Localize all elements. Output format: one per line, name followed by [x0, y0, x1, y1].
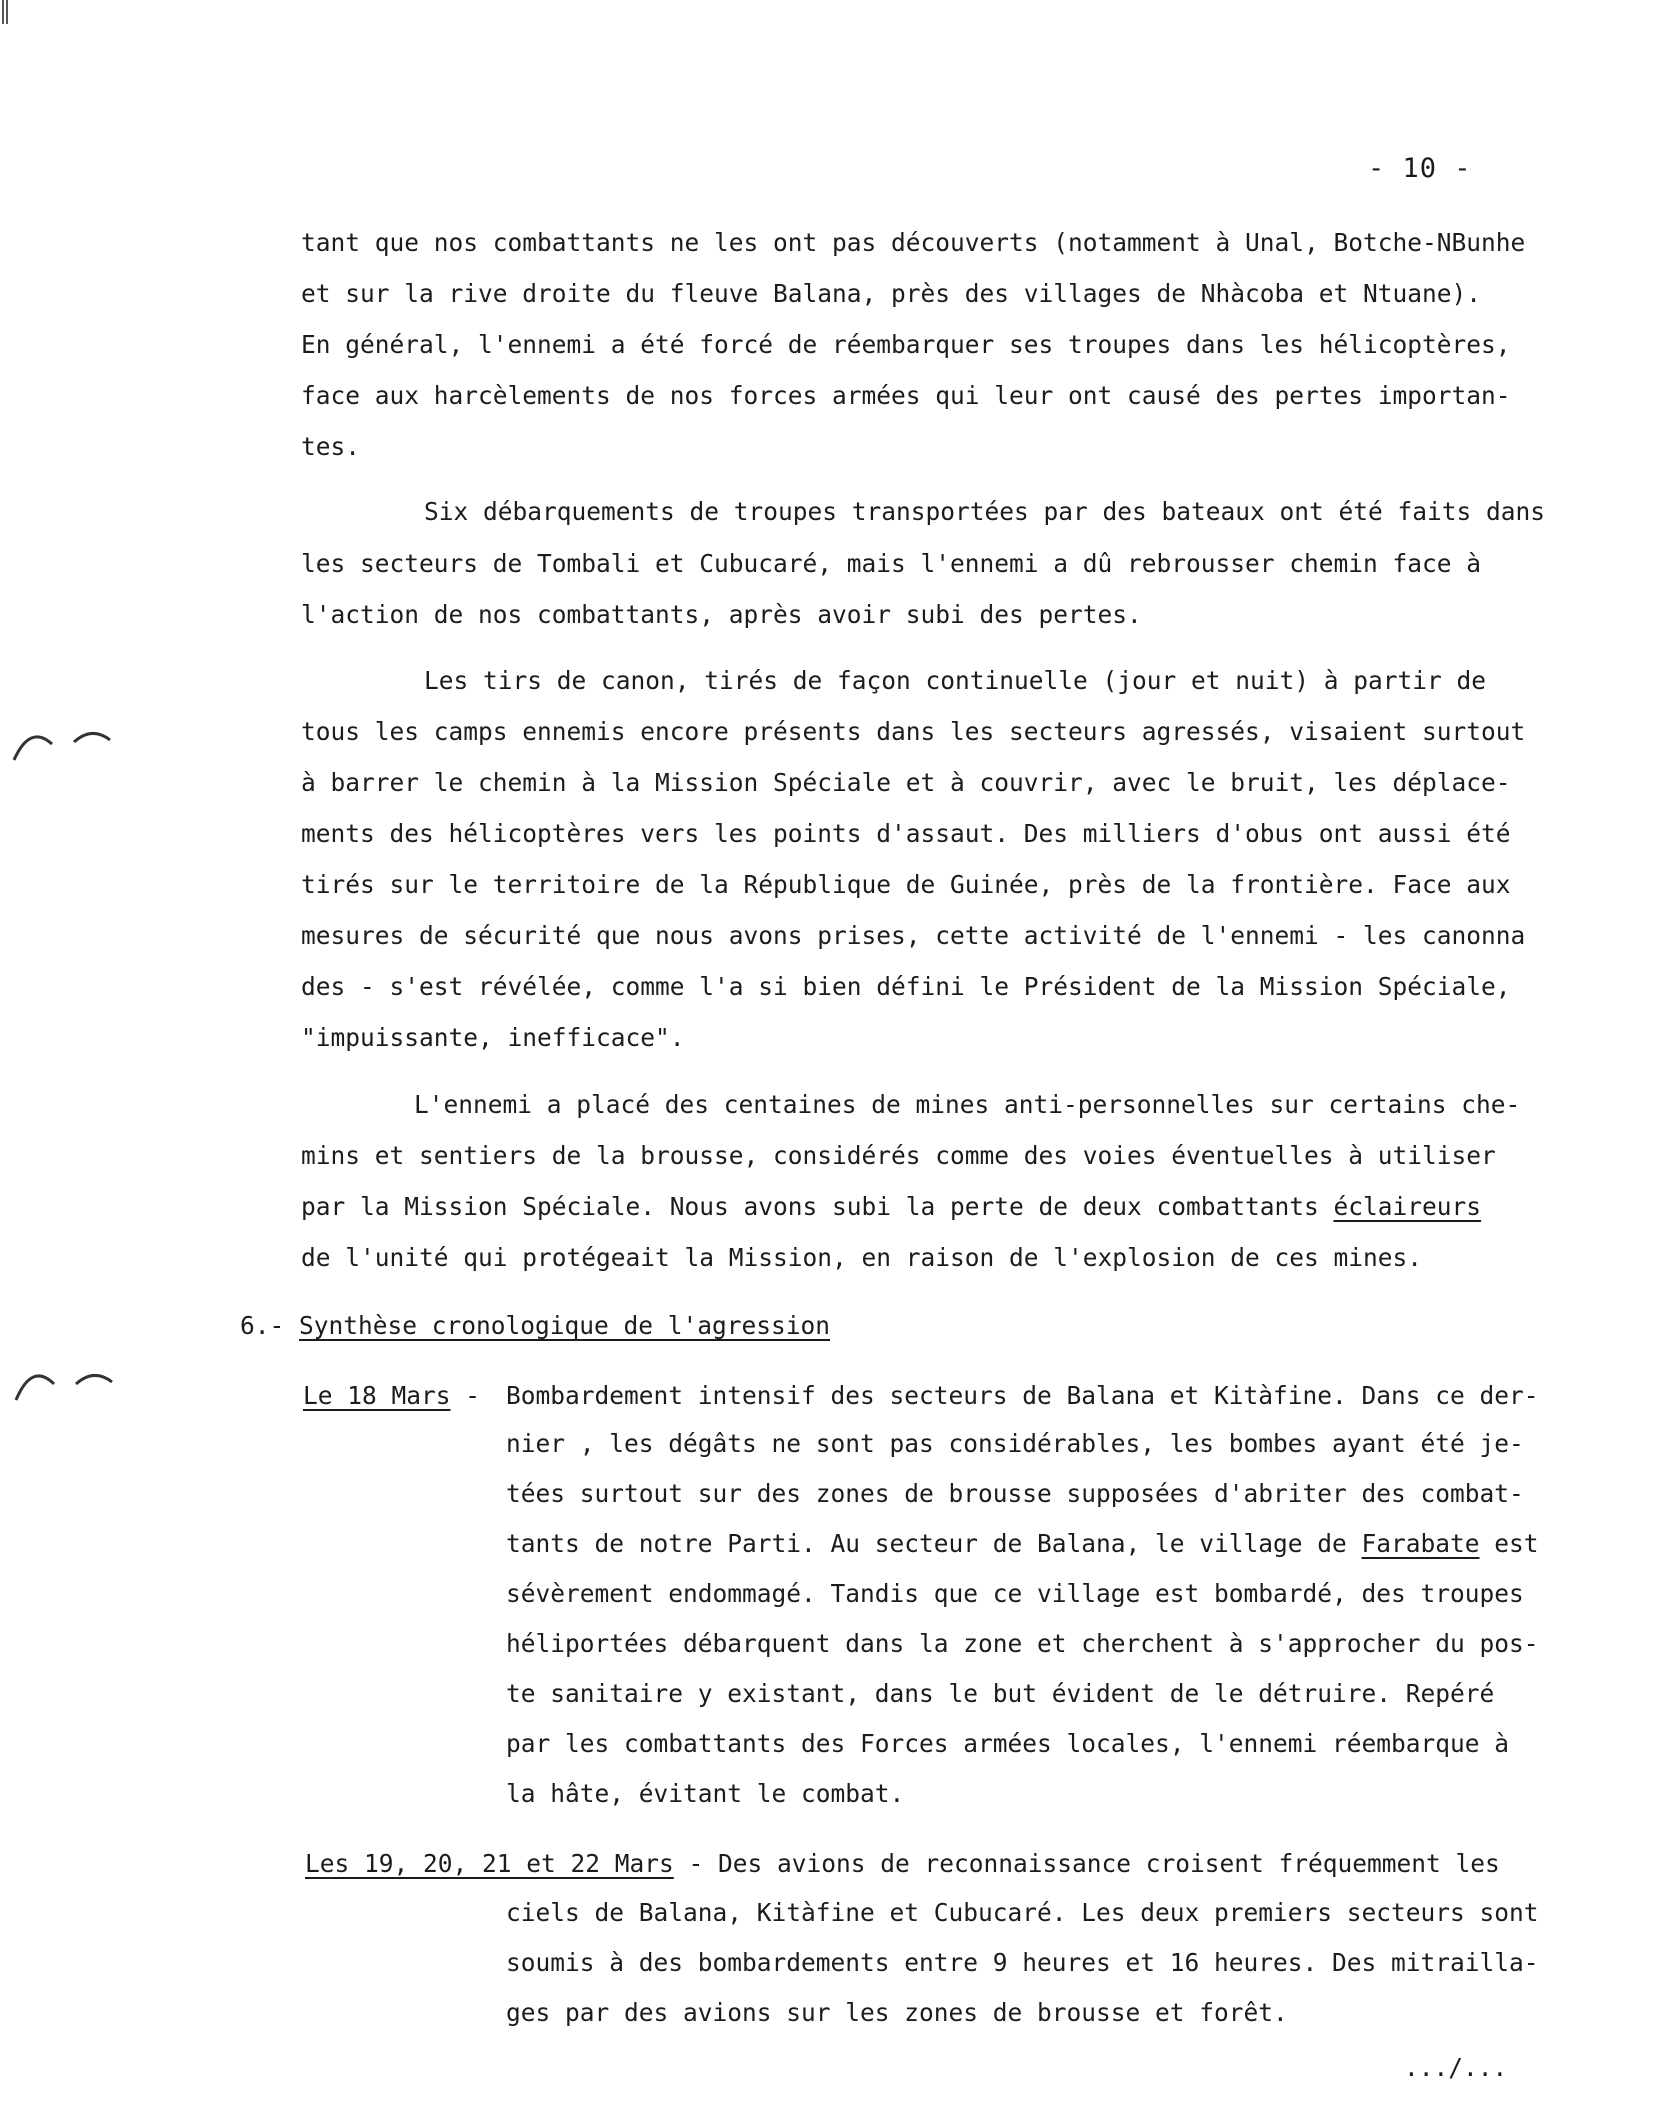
text-span: par la Mission Spéciale. Nous avons subi la perte de deux combattants	[301, 1192, 1334, 1221]
text-line: des - s'est révélée, comme l'a si bien défini le Président de la Mission Spéciale,	[301, 972, 1511, 1001]
binder-hole-mark-1	[14, 737, 52, 760]
section-number: 6.-	[240, 1311, 285, 1340]
underlined-word: éclaireurs	[1333, 1192, 1482, 1221]
page-number: - 10 -	[1368, 153, 1472, 184]
continued-mark: .../...	[1404, 2053, 1508, 2082]
scan-margin-marks	[0, 0, 140, 1500]
text-line	[506, 1529, 1539, 1559]
text-line: tées surtout sur des zones de brousse supposées d'abriter des combat-	[506, 1479, 1524, 1508]
binder-hole-mark-4	[76, 1375, 112, 1384]
text-span: est	[1479, 1529, 1539, 1558]
text-line: En général, l'ennemi a été forcé de réembarquer ses troupes dans les hélicoptères,	[301, 330, 1511, 359]
underlined-word: Farabate	[1361, 1529, 1480, 1558]
text-line: héliportées débarquent dans la zone et cherchent à s'approcher du pos-	[506, 1629, 1539, 1658]
text-line: Les tirs de canon, tirés de façon continuelle (jour et nuit) à partir de	[424, 666, 1487, 695]
binder-hole-mark-2	[74, 733, 110, 742]
text-line: mins et sentiers de la brousse, considérés comme des voies éventuelles à utiliser	[301, 1141, 1496, 1170]
entry-date: Le 18 Mars	[303, 1381, 451, 1410]
text-line: face aux harcèlements de nos forces armées qui leur ont causé des pertes importan-	[301, 381, 1511, 410]
text-line	[305, 1849, 1500, 1879]
text-line: tirés sur le territoire de la République de Guinée, près de la frontière. Face aux	[301, 870, 1511, 899]
text-line: sévèrement endommagé. Tandis que ce village est bombardé, des troupes	[506, 1579, 1524, 1608]
text-line: tes.	[301, 432, 361, 461]
text-line: soumis à des bombardements entre 9 heures et 16 heures. Des mitrailla-	[506, 1948, 1539, 1977]
section-heading	[240, 1311, 830, 1341]
text-line: Bombardement intensif des secteurs de Balana et Kitàfine. Dans ce der-	[506, 1381, 1539, 1410]
text-span: - Des avions de reconnaissance croisent fréquemment les	[673, 1849, 1500, 1878]
entry-date-line	[303, 1381, 480, 1411]
text-line: et sur la rive droite du fleuve Balana, près des villages de Nhàcoba et Ntuane).	[301, 279, 1482, 308]
text-line: ciels de Balana, Kitàfine et Cubucaré. Les deux premiers secteurs sont	[506, 1898, 1539, 1927]
text-line: ges par des avions sur les zones de brousse et forêt.	[506, 1998, 1288, 2027]
text-line: la hâte, évitant le combat.	[506, 1779, 905, 1808]
text-span: tants de notre Parti. Au secteur de Balana, le village de	[506, 1529, 1362, 1558]
text-line: l'action de nos combattants, après avoir subi des pertes.	[301, 600, 1142, 629]
text-line: les secteurs de Tombali et Cubucaré, mais l'ennemi a dû rebrousser chemin face à	[301, 549, 1482, 578]
text-line: à barrer le chemin à la Mission Spéciale et à couvrir, avec le bruit, les déplace-	[301, 768, 1511, 797]
text-line: mesures de sécurité que nous avons prises, cette activité de l'ennemi - les canonna	[301, 921, 1526, 950]
text-line: L'ennemi a placé des centaines de mines anti-personnelles sur certains che-	[414, 1090, 1521, 1119]
text-line: Six débarquements de troupes transportées par des bateaux ont été faits dans	[424, 497, 1546, 526]
text-line	[301, 1192, 1481, 1222]
binder-hole-mark-3	[16, 1376, 54, 1400]
text-line: par les combattants des Forces armées locales, l'ennemi réembarque à	[506, 1729, 1510, 1758]
entry-dash: -	[465, 1381, 481, 1410]
entry-date: Les 19, 20, 21 et 22 Mars	[305, 1849, 674, 1878]
text-line: nier , les dégâts ne sont pas considérables, les bombes ayant été je-	[506, 1429, 1524, 1458]
text-line: tous les camps ennemis encore présents dans les secteurs agressés, visaient surtout	[301, 717, 1526, 746]
text-line: "impuissante, inefficace".	[301, 1023, 685, 1052]
text-line: de l'unité qui protégeait la Mission, en raison de l'explosion de ces mines.	[301, 1243, 1423, 1272]
text-line: te sanitaire y existant, dans le but évident de le détruire. Repéré	[506, 1679, 1495, 1708]
section-title: Synthèse cronologique de l'agression	[299, 1311, 831, 1340]
text-line: tant que nos combattants ne les ont pas découverts (notamment à Unal, Botche-NBunhe	[301, 228, 1526, 257]
text-line: ments des hélicoptères vers les points d'assaut. Des milliers d'obus ont aussi été	[301, 819, 1511, 848]
